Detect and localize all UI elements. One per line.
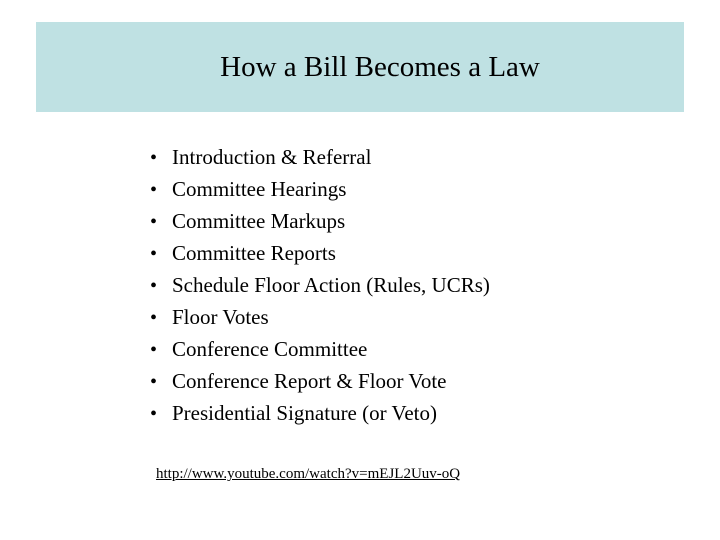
list-item: [150, 401, 490, 433]
list-item-text: Schedule Floor Action (Rules, UCRs): [172, 273, 490, 297]
bullet-icon: •: [150, 243, 158, 265]
bullet-icon: •: [150, 275, 158, 297]
title-band: [36, 22, 684, 112]
list-item-text: Floor Votes: [172, 305, 269, 329]
list-item: [150, 241, 490, 273]
video-link[interactable]: http://www.youtube.com/watch?v=mEJL2Uuv-oQ: [156, 466, 461, 482]
list-item: [150, 273, 490, 305]
list-item-text: Committee Hearings: [172, 177, 347, 201]
list-item-text: Presidential Signature (or Veto): [172, 401, 437, 425]
list-item-text: Introduction & Referral: [172, 145, 372, 169]
steps-list: [150, 145, 490, 433]
list-item: [150, 177, 490, 209]
list-item-text: Conference Committee: [172, 337, 368, 361]
bullet-icon: •: [150, 147, 158, 169]
list-item-text: Committee Reports: [172, 241, 336, 265]
list-item: [150, 305, 490, 337]
list-item-text: Conference Report & Floor Vote: [172, 369, 447, 393]
bullet-icon: •: [150, 179, 158, 201]
bullet-icon: •: [150, 403, 158, 425]
list-item-text: Committee Markups: [172, 209, 346, 233]
list-item: [150, 337, 490, 369]
bullet-icon: •: [150, 307, 158, 329]
slide-title: How a Bill Becomes a Law: [220, 50, 540, 83]
list-item: [150, 369, 490, 401]
list-item: [150, 145, 490, 177]
list-item: [150, 209, 490, 241]
bullet-icon: •: [150, 371, 158, 393]
bullet-icon: •: [150, 339, 158, 361]
bullet-icon: •: [150, 211, 158, 233]
